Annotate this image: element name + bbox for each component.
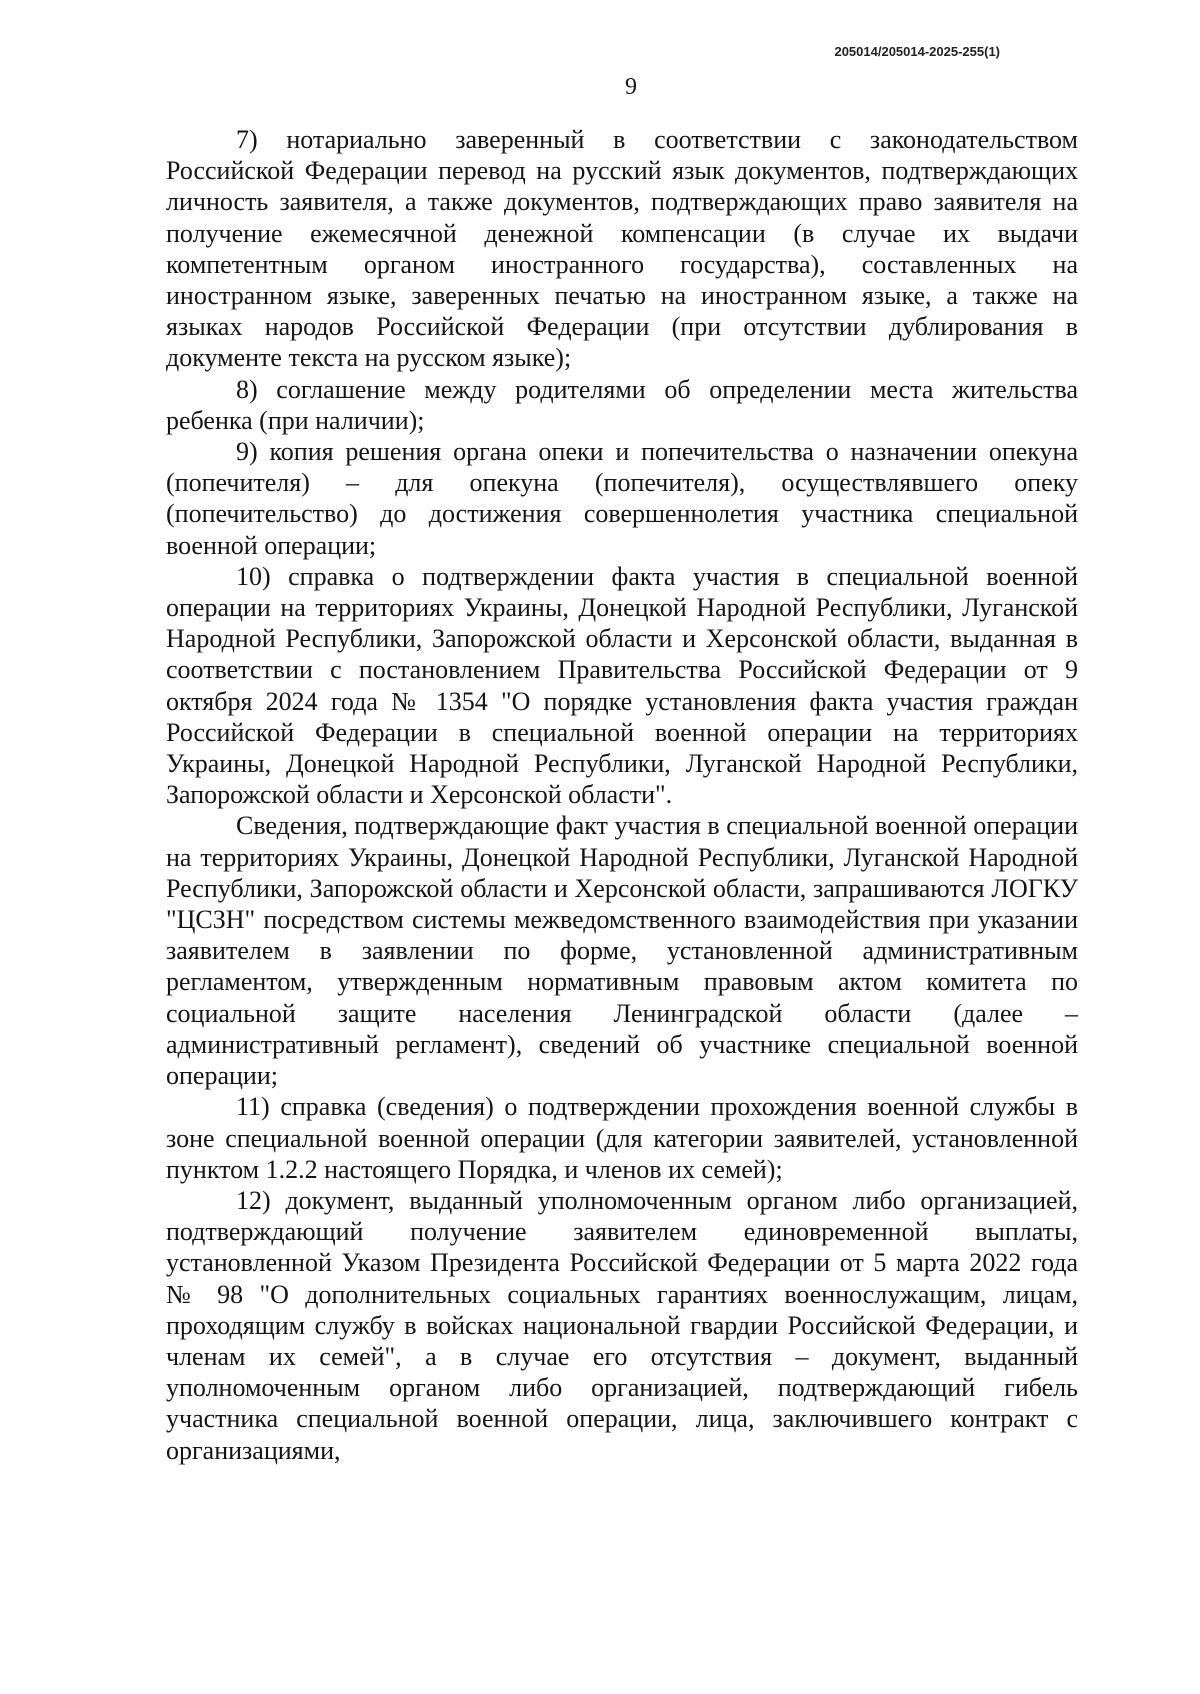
document-body xyxy=(166,124,1078,1466)
paragraph-item-12: 12) документ, выданный уполномоченным органом либо организацией, подтверждающий получение заявителем единовременной выплаты, установленной Указом Президента Российской Федерации от 5 марта 2022 года № 98 "О дополнительных социальных гарантиях военнослужащим, лицам, проходящим службу в войсках национальной гвардии Российской Федерации, и членам их семей", а в случае его отсутствия – документ, выданный уполномоченным органом либо организацией, подтверждающий гибель участника специальной военной операции, лица, заключившего контракт с организациями, xyxy=(166,1185,1078,1465)
paragraph-svedeniya: Сведения, подтверждающие факт участия в специальной военной операции на территориях Украины, Донецкой Народной Республики, Луганской Народной Республики, Запорожской области и Херсонской области, запрашиваются ЛОГКУ "ЦСЗН" посредством системы межведомственного взаимодействия при указании заявителем в заявлении по форме, установленной административным регламентом, утвержденным нормативным правовым актом комитета по социальной защите населения Ленинградской области (далее – административный регламент), сведений об участнике специальной военной операции; xyxy=(166,811,1078,1091)
paragraph-item-8: 8) соглашение между родителями об определении места жительства ребенка (при наличии); xyxy=(166,374,1078,435)
paragraph-item-11: 11) справка (сведения) о подтверждении прохождения военной службы в зоне специальной военной операции (для категории заявителей, установленной пунктом 1.2.2 настоящего Порядка, и членов их семей); xyxy=(166,1092,1078,1184)
paragraph-item-7: 7) нотариально заверенный в соответствии с законодательством Российской Федерации перевод на русский язык документов, подтверждающих личность заявителя, а также документов, подтверждающих право заявителя на получение ежемесячной денежной компенсации (в случае их выдачи компетентным органом иностранного государства), составленных на иностранном языке, заверенных печатью на иностранном языке, а также на языках народов Российской Федерации (при отсутствии дублирования в документе текста на русском языке); xyxy=(166,125,1078,373)
document-id: 205014/205014-2025-255(1) xyxy=(834,44,1000,59)
page-number: 9 xyxy=(625,74,637,100)
paragraph-item-10: 10) справка о подтверждении факта участия в специальной военной операции на территориях Украины, Донецкой Народной Республики, Луганской Народной Республики, Запорожской области и Херсонской области, выданная в соответствии с постановлением Правительства Российской Федерации от 9 октября 2024 года № 1354 "О порядке установления факта участия граждан Российской Федерации в специальной военной операции на территориях Украины, Донецкой Народной Республики, Луганской Народной Республики, Запорожской области и Херсонской области". xyxy=(166,561,1078,810)
paragraph-item-9: 9) копия решения органа опеки и попечительства о назначении опекуна (попечителя) – для опекуна (попечителя), осуществлявшего опеку (попечительство) до достижения совершеннолетия участника специальной военной операции; xyxy=(166,437,1078,560)
